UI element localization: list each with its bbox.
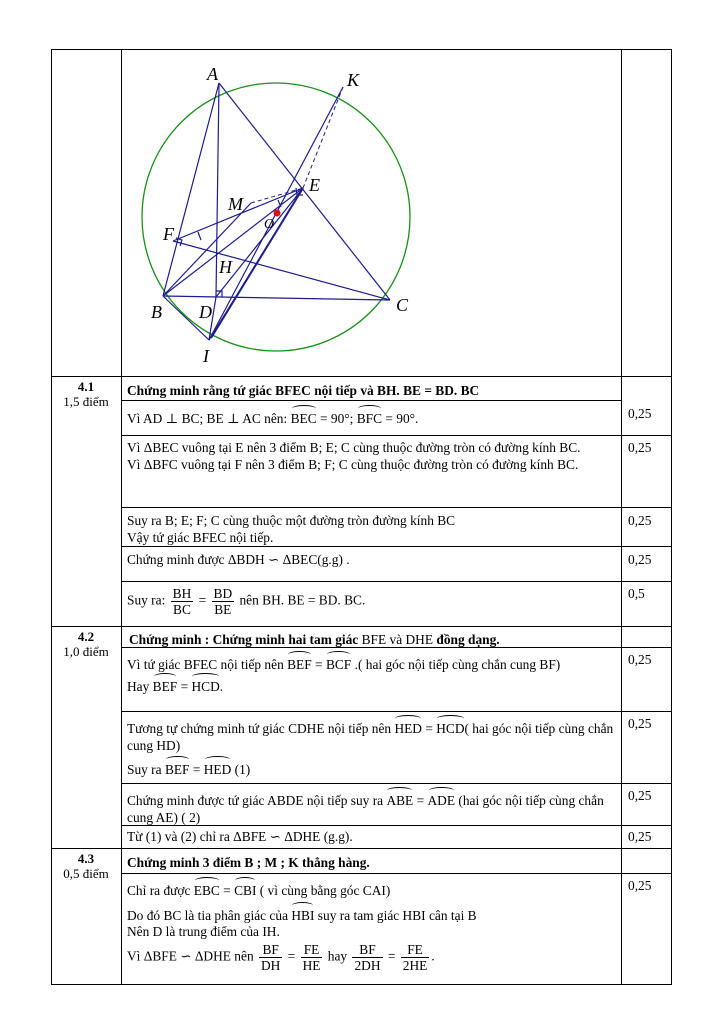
proof-step: Vì AD ⊥ BC; BE ⊥ AC nên: BEC = 90°; BFC = 90°. bbox=[127, 408, 617, 427]
score: 0,25 bbox=[628, 829, 652, 844]
score: 0,25 bbox=[628, 552, 652, 567]
section-title: Chứng minh 3 điểm B ; M ; K thẳng hàng. bbox=[127, 855, 370, 870]
label-i: I bbox=[203, 346, 209, 366]
proof-step: Suy ra B; E; F; C cùng thuộc một đường tròn đường kính BC Vậy tứ giác BFEC nội tiếp. bbox=[127, 513, 456, 545]
section-4-2-label bbox=[51, 629, 121, 659]
proof-step: Vì ΔBFE ∽ ΔDHE nên $\frac{BF}{DH}$ = $\frac{FE}{HE}$ hay $\frac{BF}{2DH}$ = $\frac{FE}{2HE}$ . bbox=[127, 942, 435, 973]
circumcircle bbox=[142, 83, 410, 351]
section-title: Chứng minh rằng tứ giác BFEC nội tiếp và BH. BE = BD. BC bbox=[127, 383, 480, 398]
section-title: Chứng minh : Chứng minh hai tam giác BFE và DHE đồng dạng. bbox=[129, 632, 500, 647]
label-k: K bbox=[347, 70, 360, 90]
row-divider bbox=[51, 626, 672, 627]
row-divider bbox=[121, 711, 672, 712]
proof-step: Vì ΔBEC vuông tại E nên 3 điểm B; E; C cùng thuộc đường tròn có đường kính BC. Vì ΔBFC vuông tại F nên 3 điểm B; F; C cùng thuộc đường tròn có đường kính BC. bbox=[127, 440, 581, 472]
section-4-1-label bbox=[51, 379, 121, 409]
score-column-divider bbox=[621, 49, 622, 984]
score: 0,5 bbox=[628, 586, 645, 601]
border-right bbox=[671, 49, 672, 984]
section-number: 4.1 bbox=[77, 379, 95, 394]
proof-step: Chứng minh được ΔBDH ∽ ΔBEC(g.g) . bbox=[127, 552, 350, 567]
border-left bbox=[51, 49, 52, 984]
proof-step: Nên D là trung điểm của IH. bbox=[127, 924, 280, 939]
score: 0,25 bbox=[628, 652, 652, 667]
row-divider bbox=[121, 546, 672, 547]
proof-step: Do đó BC là tia phân giác của HBI suy ra tam giác HBI cân tại B bbox=[127, 905, 617, 924]
center-point bbox=[274, 210, 281, 217]
proof-step: Tương tự chứng minh tứ giác CDHE nội tiếp nên HED = HCD( hai góc nội tiếp cùng chắn cung HD) Suy ra BEF = HED (1) bbox=[127, 718, 617, 778]
row-divider bbox=[51, 848, 672, 849]
label-f: F bbox=[163, 224, 174, 244]
label-a: A bbox=[207, 64, 218, 84]
score: 0,25 bbox=[628, 878, 652, 893]
label-b: B bbox=[151, 302, 162, 322]
proof-step: Chứng minh được tứ giác ABDE nội tiếp suy ra ABE = ADE (hai góc nội tiếp cùng chắn cung AE) ( 2) bbox=[127, 790, 617, 826]
proof-step: Từ (1) và (2) chỉ ra ΔBFE ∽ ΔDHE (g.g). bbox=[127, 829, 353, 844]
section-4-3-label bbox=[51, 851, 121, 881]
score: 0,25 bbox=[628, 406, 652, 421]
score: 0,25 bbox=[628, 716, 652, 731]
section-number: 4.2 bbox=[77, 629, 95, 644]
label-m: M bbox=[228, 194, 243, 214]
row-divider bbox=[121, 507, 672, 508]
geometry-figure bbox=[122, 50, 621, 376]
score: 0,25 bbox=[628, 513, 652, 528]
row-divider bbox=[51, 376, 672, 377]
label-d: D bbox=[199, 302, 212, 322]
section-points: 0,5 điểm bbox=[63, 866, 109, 881]
row-divider bbox=[121, 400, 621, 401]
score: 0,25 bbox=[628, 440, 652, 455]
section-points: 1,0 điểm bbox=[63, 644, 109, 659]
row-divider bbox=[121, 783, 672, 784]
row-divider bbox=[121, 873, 672, 874]
row-divider bbox=[121, 435, 672, 436]
section-points: 1,5 điểm bbox=[63, 394, 109, 409]
border-bottom bbox=[51, 984, 672, 985]
section-number: 4.3 bbox=[77, 851, 95, 866]
row-divider bbox=[121, 581, 672, 582]
label-o: O bbox=[264, 217, 275, 232]
label-e: E bbox=[309, 175, 320, 195]
answer-table bbox=[51, 49, 672, 984]
score: 0,25 bbox=[628, 788, 652, 803]
label-c: C bbox=[396, 295, 409, 315]
label-h: H bbox=[219, 257, 232, 277]
proof-step: Vì tứ giác BFEC nội tiếp nên BEF = BCF .( hai góc nội tiếp cùng chắn cung BF) Hay BEF = HCD. bbox=[127, 654, 617, 695]
proof-step: Chỉ ra được EBC = CBI ( vì cùng bằng góc CAI) bbox=[127, 880, 617, 899]
proof-step: Suy ra: $\frac{BH}{BC}$ = $\frac{BD}{BE}$ nên BH. BE = BD. BC. bbox=[127, 586, 366, 617]
